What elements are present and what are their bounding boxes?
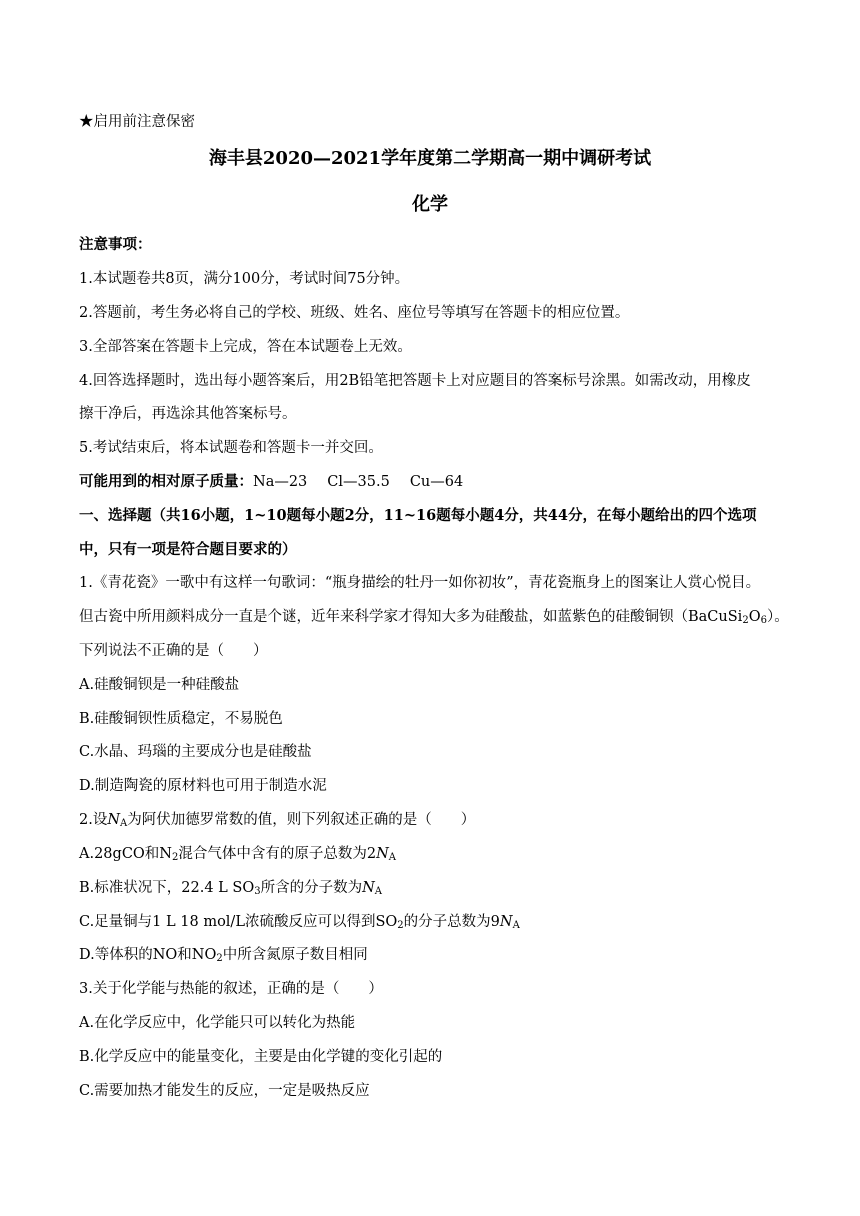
atomic-mass-na: Na—23 xyxy=(253,474,308,490)
atomic-mass-label: 可能用到的相对原子质量： xyxy=(79,473,253,490)
notice-item: 1.本试题卷共8页，满分100分，考试时间75分钟。 xyxy=(79,271,410,287)
notice-heading: 注意事项： xyxy=(79,236,152,253)
atomic-mass-cl: Cl—35.5 xyxy=(327,474,390,490)
question-1-prompt: 下列说法不正确的是（ ） xyxy=(79,643,268,659)
notice-item: 4.回答选择题时，选出每小题答案后，用2B铅笔把答题卡上对应题目的答案标号涂黑。如需改动，用橡皮 xyxy=(79,373,751,389)
section-heading: 一、选择题（共16小题，1~10题每小题2分，11~16题每小题4分，共44分，在每小题给出的四个选项 xyxy=(79,507,757,524)
question-3-option-a: A.在化学反应中，化学能只可以转化为热能 xyxy=(79,1015,356,1031)
atomic-mass-line xyxy=(79,472,799,492)
confidential-mark: ★启用前注意保密 xyxy=(79,114,195,130)
notice-item: 5.考试结束后，将本试题卷和答题卡一并交回。 xyxy=(79,440,383,456)
question-1-stem: 1.《青花瓷》一歌中有这样一句歌词：“瓶身描绘的牡丹一如你初妆”，青花瓷瓶身上的图案让人赏心悦目。 xyxy=(79,575,761,591)
question-1-stem-cont: 但古瓷中所用颜料成分一直是个谜，近年来科学家才得知大多为硅酸盐，如蓝紫色的硅酸铜钡$(BaCuSi_2O_6)$。 xyxy=(79,609,789,626)
atomic-mass-cu: Cu—64 xyxy=(409,474,464,490)
question-3-option-b: B.化学反应中的能量变化，主要是由化学键的变化引起的 xyxy=(79,1049,443,1065)
question-1-option-a: A.硅酸铜钡是一种硅酸盐 xyxy=(79,677,240,693)
question-2-option-a: A.28gCO和$N_2$混合气体中含有的原子总数为$2N_A$ xyxy=(79,846,397,863)
question-1-option-c: C.水晶、玛瑙的主要成分也是硅酸盐 xyxy=(79,744,312,760)
question-2-option-b: B.标准状况下，22.4 L $SO_3$所含的分子数为$N_A$ xyxy=(79,880,383,897)
question-2-option-c: C.足量铜与1 L 18 mol/L浓硫酸反应可以得到$SO_2$的分子总数为$9N_A$ xyxy=(79,914,520,931)
question-3-stem: 3.关于化学能与热能的叙述，正确的是（ ） xyxy=(79,981,383,997)
subject-title: 化学 xyxy=(412,194,448,215)
notice-item: 3.全部答案在答题卡上完成，答在本试题卷上无效。 xyxy=(79,339,412,355)
notice-item: 2.答题前，考生务必将自己的学校、班级、姓名、座位号等填写在答题卡的相应位置。 xyxy=(79,305,630,321)
question-2-option-d: D.等体积的NO和$NO_2$中所含氮原子数目相同 xyxy=(79,947,368,964)
question-1-option-b: B.硅酸铜钡性质稳定，不易脱色 xyxy=(79,711,283,727)
question-3-option-c: C.需要加热才能发生的反应，一定是吸热反应 xyxy=(79,1083,370,1099)
exam-title: 海丰县2020—2021学年度第二学期高一期中调研考试 xyxy=(208,148,652,169)
notice-item: 擦干净后，再选涂其他答案标号。 xyxy=(79,406,297,422)
question-1-option-d: D.制造陶瓷的原材料也可用于制造水泥 xyxy=(79,778,327,794)
section-heading-cont: 中，只有一项是符合题目要求的） xyxy=(79,541,297,558)
question-2-stem: 2.设$N_A$为阿伏加德罗常数的值，则下列叙述正确的是（ ） xyxy=(79,812,476,829)
